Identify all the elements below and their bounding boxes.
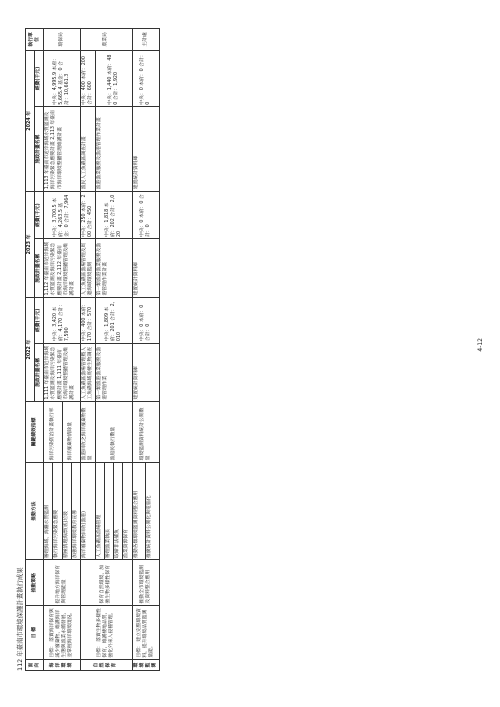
method-ocean-2: 執行海洋污染緊急應變 <box>53 462 62 560</box>
plan-2023-monitor: 建置統計資料庫 <box>132 239 160 298</box>
plan-2022-ocean: 1,111 年臺南市近岸海域水質監測及海洋污染緊急應變計畫 1,111 年臺南市海洋環境整體管理及維護計畫 <box>44 343 81 402</box>
header-goal: 目 標 <box>26 605 44 659</box>
goal-nature: 目標： 落實生物多樣性保育，維護棲地品質，強化外來入侵種管理。 <box>80 605 132 659</box>
plan-2023-nature-b: 第一類漁港漁業服務及漁港管理作業計畫 <box>96 239 133 298</box>
plan-2024-monitor: 建置統計資料庫 <box>132 107 160 192</box>
method-monitor-2: 推廣統計資料公開化與電腦化 <box>146 462 160 560</box>
unit-ocean: 環保局 <box>44 29 81 51</box>
plan-2024-ocean: 1,113 年臺南市近岸海域水質監測及海洋污染緊急應變計畫 2,113 年臺南市海洋環境整體管理維護計畫 <box>44 107 81 192</box>
area-nature: 自然保育 <box>80 660 132 671</box>
strategy-monitor: 推動全市環境監測及資料整合應用 <box>132 560 160 606</box>
unit-nature: 農業局 <box>80 29 132 51</box>
budget-2022-ocean: 中央：3,420 本府：4,170 合計：7,590 <box>44 298 81 344</box>
strategy-nature: 保育自然環境，加強生物多樣性保育 <box>80 560 132 606</box>
kpi-nature-2: 漁船民執行數量 <box>96 402 133 463</box>
header-method: 推動方法 <box>26 462 44 560</box>
kpi-monitor-1: 環境監測資料統計公開數量 <box>132 402 160 463</box>
budget-2024-nature-b: 中央：1,440 本府：480 合計：1,920 <box>96 50 133 106</box>
budget-2024-nature-a: 中央：400 本府：200 合計：600 <box>80 50 95 106</box>
plan-2023-nature-a: 人工魚礁區漁場管理及周邊海域環境監測 <box>80 239 95 298</box>
page-number: 4-12 <box>477 338 484 352</box>
header-budget-2024: 經費(千元) <box>35 50 44 106</box>
plan-2023-ocean: 1,112 年臺南市近岸海域水質監測及海洋污染緊急應變計畫 2,112 年臺南市海洋環境整體管理及維護計畫 <box>44 239 81 298</box>
plan-2024-nature-a: 漁民人工魚礁區調查計畫 <box>80 107 95 192</box>
budget-2023-ocean: 中央：3,700.5 本府：4,263.5 基金：0 合計：7,964 <box>44 191 81 239</box>
method-nature-3: 辦理漁業執法 <box>105 462 114 560</box>
strategy-ocean: 提升地方海洋保育與管理能量 <box>44 560 81 606</box>
plan-2022-nature-b: 第一類漁港漁業服務及漁港管理作業 <box>96 343 133 402</box>
table-caption: 112 年臺南市環境保護計畫執行成果 <box>16 567 24 671</box>
budget-2024-ocean: 中央：4,995.9 本府：5,665.4 基金：0 合計：10,661.3 <box>44 50 81 106</box>
area-ocean: 海洋環境 <box>44 660 81 671</box>
method-nature-5: 漁業資源保育 <box>123 462 132 560</box>
method-ocean-4: 加強海洋環境教育宣導 <box>71 462 80 560</box>
budget-2023-nature-b: 中央：1,818 本府：202 合計：2,020 <box>96 191 133 239</box>
method-ocean-3: 積極清理海漂(底)垃圾 <box>62 462 71 560</box>
header-plan-2023: 施政計畫名稱 <box>35 239 44 298</box>
header-year-2022: 2022 年 <box>26 298 35 402</box>
plan-2022-monitor: 建置統計資料庫 <box>132 343 160 402</box>
area-monitor: 環境監測 <box>132 660 160 671</box>
kpi-ocean-2: 海洋廢棄物清除量 <box>62 402 80 463</box>
budget-2023-monitor: 中央：0 本府：0 合計：0 <box>132 191 160 239</box>
header-strategy: 推動策略 <box>26 560 44 606</box>
budget-2022-nature-a: 中央：400 本府：170 合計：570 <box>80 298 95 344</box>
header-budget-2023: 經費(千元) <box>35 191 44 239</box>
budget-2024-monitor: 中央：0 本府：0 合計：0 <box>132 50 160 106</box>
header-exec-unit: 執行單位 <box>26 29 44 51</box>
kpi-nature-1: 漁港回收之海洋廢棄物數量 <box>80 402 95 463</box>
budget-2022-monitor: 中央：0 本府：0 合計：0 <box>132 298 160 344</box>
goal-monitor: 目標： 建立完整環境資料，提升環境品質監測量能。 <box>132 605 160 659</box>
header-kpi: 關鍵績效指標 <box>26 402 44 463</box>
plan-2024-nature-b: 漁港漁業服務及漁港管理作業計畫 <box>96 107 133 192</box>
budget-2023-nature-a: 中央：250 本府：200 合計：450 <box>80 191 95 239</box>
method-ocean-1: 辦理海域、海灘水質監測 <box>44 462 53 560</box>
plan-2022-nature-a: 人工魚礁區漁場管理暨人工魚礁海域底棲生物調查 <box>80 343 95 402</box>
header-plan-2024: 施政計畫名稱 <box>35 107 44 192</box>
plan-table <box>25 28 160 671</box>
header-budget-2022: 經費(千元) <box>35 298 44 344</box>
method-monitor-1: 推動各類環境監測資料整合應用 <box>132 462 146 560</box>
unit-monitor: 主計處 <box>132 29 160 51</box>
budget-2022-nature-b: 中央：1,809 本府：201 合計：2,010 <box>96 298 133 344</box>
goal-ocean: 目標： 落實海洋保育與減少廢棄物，維護海洋生態與漁業永續發展，並掌握海洋環境現況。 <box>44 605 81 659</box>
header-area: 面 向 <box>26 660 44 671</box>
header-year-2023: 2023 年 <box>26 191 35 297</box>
method-nature-2: 人工魚礁區漁場管理 <box>96 462 105 560</box>
method-nature-1: 海洋廢棄物回收(漁港) <box>80 462 95 560</box>
kpi-ocean-1: 海洋污染防治計畫執行率 <box>44 402 62 463</box>
header-plan-2022: 施政計畫名稱 <box>35 343 44 402</box>
header-year-2024: 2024 年 <box>26 50 35 191</box>
method-nature-4: 取締非法捕魚 <box>114 462 123 560</box>
